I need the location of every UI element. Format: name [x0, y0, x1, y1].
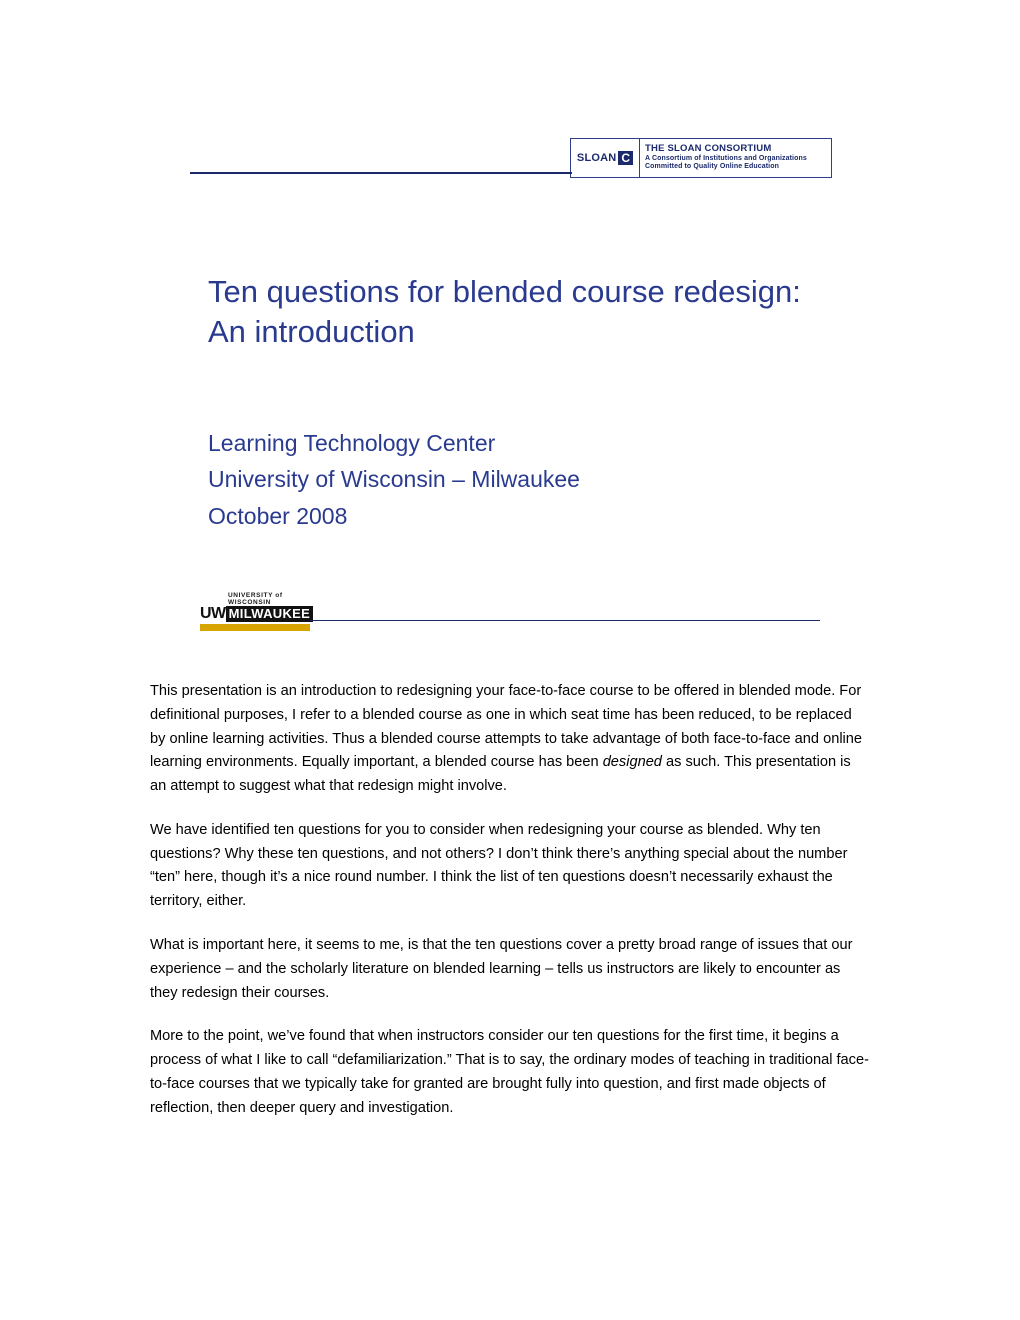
uwm-logo-gold-bar — [200, 624, 310, 631]
paragraph-1-part-3: as such. This presentation is an attempt to suggest what that redesign might involve. — [150, 754, 851, 795]
paragraph-1 — [150, 680, 870, 799]
paragraph-4: More to the point, we’ve found that when instructors consider our ten questions for the first time, it begins a process of what I like to call “defamiliarization.” That is to say, the ordinary modes of teaching in traditional face-to-face courses that we typically take for granted are brought fully into question, and first made objects of reflection, then deeper query and investigation. — [150, 1028, 869, 1116]
sloan-logo-line3: Committed to Quality Online Education — [645, 163, 779, 171]
paragraph-2: We have identified ten questions for you to consider when redesigning your course as blended. Why ten questions? Why these ten questions, and not others? I don’t think there’s anything special about the number “ten” here, though it’s a nice round number. I think the list of ten questions doesn’t necessarily exhaust the territory, either. — [150, 821, 848, 910]
sloan-logo-mark — [571, 139, 640, 177]
uwm-logo-milwaukee: MILWAUKEE — [226, 606, 313, 622]
paragraph-1-part-1: This presentation is an introduction to redesigning your face-to-face course to be offered in blended mode. For definitional purposes, I refer to a blended course as one in which seat time has been reduced, to be replaced by online learning activities. Thus a blended course attempts to take advantage of both face-to-face and online learning environments. Equally important, a blended course has been — [150, 683, 863, 771]
uwm-logo-top-line: UNIVERSITY of WISCONSIN — [228, 592, 283, 606]
paragraph-1-emphasis: designed — [602, 754, 662, 771]
paragraph-3: What is important here, it seems to me, is that the ten questions cover a pretty broad range of issues that our experience – and the scholarly literature on blended learning – tells us instructors are likely to encounter as they redesign their courses. — [150, 937, 853, 1001]
sloan-logo-line1: THE SLOAN CONSORTIUM — [645, 143, 772, 155]
sloan-consortium-logo — [570, 138, 832, 178]
slide-title: Ten questions for blended course redesign: An introduction — [208, 274, 801, 349]
title-slide — [150, 120, 870, 665]
slide-subtitle-line-1: Learning Technology Center — [208, 430, 496, 456]
sloan-logo-c-badge: C — [618, 151, 633, 165]
body-text — [150, 680, 870, 1121]
sloan-logo-wordmark: SLOAN — [576, 152, 617, 164]
slide-subtitle-line-3: October 2008 — [208, 502, 348, 529]
uwm-logo-uw: UW — [200, 605, 226, 622]
slide-subtitle-line-2: University of Wisconsin – Milwaukee — [208, 466, 580, 493]
slide-top-rule — [190, 172, 572, 174]
uwm-logo-main — [200, 606, 310, 622]
uwm-logo — [200, 592, 310, 631]
slide-subtitle — [208, 425, 808, 534]
slide-bottom-rule — [310, 620, 820, 621]
sloan-logo-line2: A Consortium of Institutions and Organizations — [645, 155, 807, 163]
sloan-logo-text — [640, 139, 831, 177]
